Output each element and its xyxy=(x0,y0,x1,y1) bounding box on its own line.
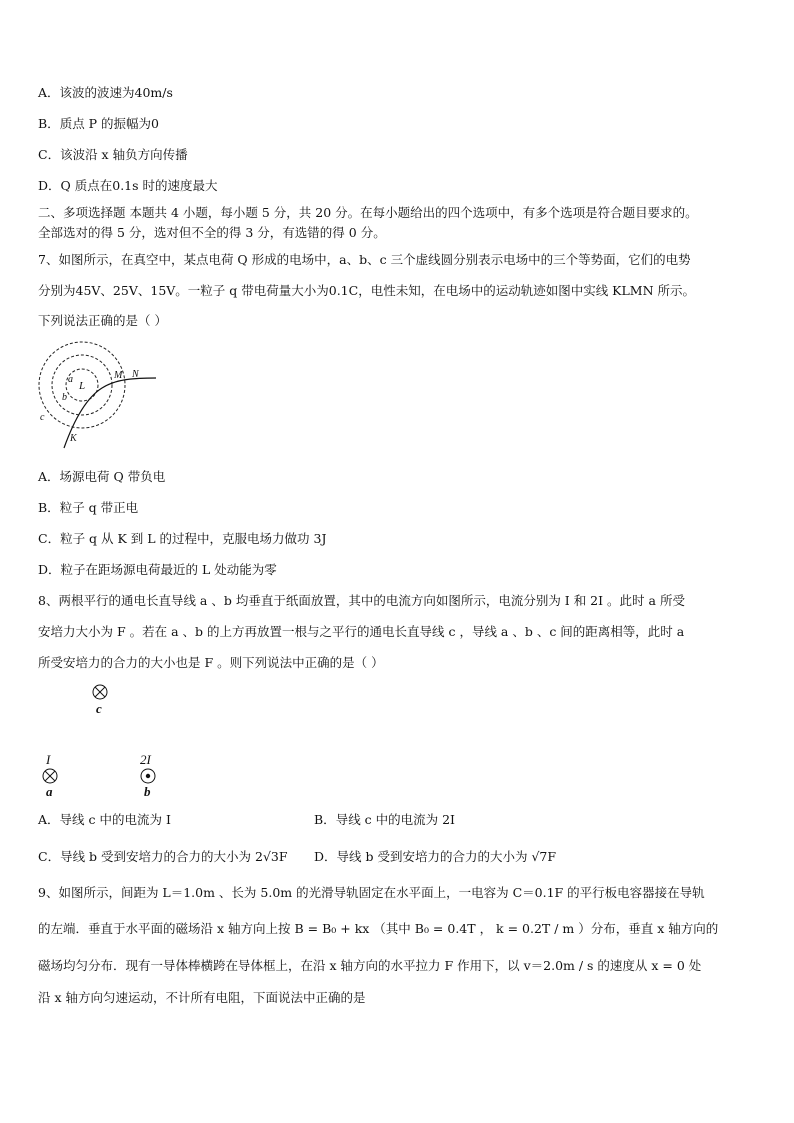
label-c: c xyxy=(96,701,102,716)
q9-stem-line3: 磁场均匀分布．现有一导体棒横跨在导体框上，在沿 x 轴方向的水平拉力 F 作用下，以 v＝2.0m / s 的速度从 x = 0 处 xyxy=(38,958,702,973)
q8-figure xyxy=(30,680,170,802)
q7-option-c: C．粒子 q 从 K 到 L 的过程中，克服电场力做功 3J xyxy=(38,531,327,546)
q8-stem-line1: 8、两根平行的通电长直导线 a 、b 均垂直于纸面放置，其中的电流方向如图所示，电流分别为 I 和 2I 。此时 a 所受 xyxy=(38,593,685,608)
label-a: a xyxy=(68,374,73,385)
q6-option-c: C．该波沿 x 轴负方向传播 xyxy=(38,147,188,162)
wire-c-into-page-icon xyxy=(93,685,107,699)
q7-stem-line1: 7、如图所示，在真空中，某点电荷 Q 形成的电场中，a、b、c 三个虚线圆分别表示电场中的三个等势面，它们的电势 xyxy=(38,252,691,267)
trajectory-klmn xyxy=(64,378,156,448)
section2-instructions-line2: 全部选对的得 5 分，选对但不全的得 3 分，有选错的得 0 分。 xyxy=(38,225,386,240)
wire-b-out-of-page-icon xyxy=(141,769,155,783)
label-M: M xyxy=(114,370,123,381)
q7-stem-line2: 分别为45V、25V、15V。一粒子 q 带电荷量大小为0.1C，电性未知，在电场中的运动轨迹如图中实线 KLMN 所示。 xyxy=(38,283,696,298)
label-N: N xyxy=(132,369,139,380)
q9-stem-line4: 沿 x 轴方向匀速运动，不计所有电阻，下面说法中正确的是 xyxy=(38,990,366,1005)
label-b: b xyxy=(62,392,67,403)
q8-option-d: D．导线 b 受到安培力的合力的大小为 √7F xyxy=(314,849,557,864)
q8-option-b: B．导线 c 中的电流为 2I xyxy=(314,812,455,827)
label-c: c xyxy=(40,412,45,423)
q6-option-d: D．Q 质点在0.1s 时的速度最大 xyxy=(38,178,218,193)
q7-option-a: A．场源电荷 Q 带负电 xyxy=(38,469,166,484)
q8-option-c: C．导线 b 受到安培力的合力的大小为 2√3F xyxy=(38,849,288,864)
q8-stem-line3: 所受安培力的合力的大小也是 F 。则下列说法中正确的是（ ） xyxy=(38,655,384,670)
q7-stem-line3: 下列说法正确的是（ ） xyxy=(38,313,167,328)
q8-stem-line2: 安培力大小为 F 。若在 a 、b 的上方再放置一根与之平行的通电长直导线 c ，导线 a 、b 、c 间的距离相等，此时 a xyxy=(38,624,685,639)
label-current-I: I xyxy=(46,752,51,767)
wire-a-into-page-icon xyxy=(43,769,57,783)
section2-instructions-line1: 二、多项选择题 本题共 4 小题，每小题 5 分，共 20 分。在每小题给出的四个选项中，有多个选项是符合题目要求的。 xyxy=(38,205,698,220)
label-b: b xyxy=(144,784,151,799)
q9-stem-line2: 的左端．垂直于水平面的磁场沿 x 轴方向上按 B = B₀ + kx （其中 B₀ = 0.4T ， k = 0.2T / m ）分布，垂直 x 轴方向的 xyxy=(38,921,719,936)
label-K: K xyxy=(70,433,77,444)
label-L: L xyxy=(79,380,86,392)
q6-option-b: B．质点 P 的振幅为0 xyxy=(38,116,159,131)
q8-option-a: A．导线 c 中的电流为 I xyxy=(38,812,171,827)
q7-option-b: B．粒子 q 带正电 xyxy=(38,500,139,515)
q9-stem-line1: 9、如图所示，间距为 L＝1.0m 、长为 5.0m 的光滑导轨固定在水平面上，一电容为 C＝0.1F 的平行板电容器接在导轨 xyxy=(38,885,705,900)
label-current-2I: 2I xyxy=(140,752,151,767)
label-a: a xyxy=(46,784,53,799)
q7-option-d: D．粒子在距场源电荷最近的 L 处动能为零 xyxy=(38,562,277,577)
q6-option-a: A．该波的波速为40m/s xyxy=(38,85,173,100)
q7-figure xyxy=(30,340,170,452)
